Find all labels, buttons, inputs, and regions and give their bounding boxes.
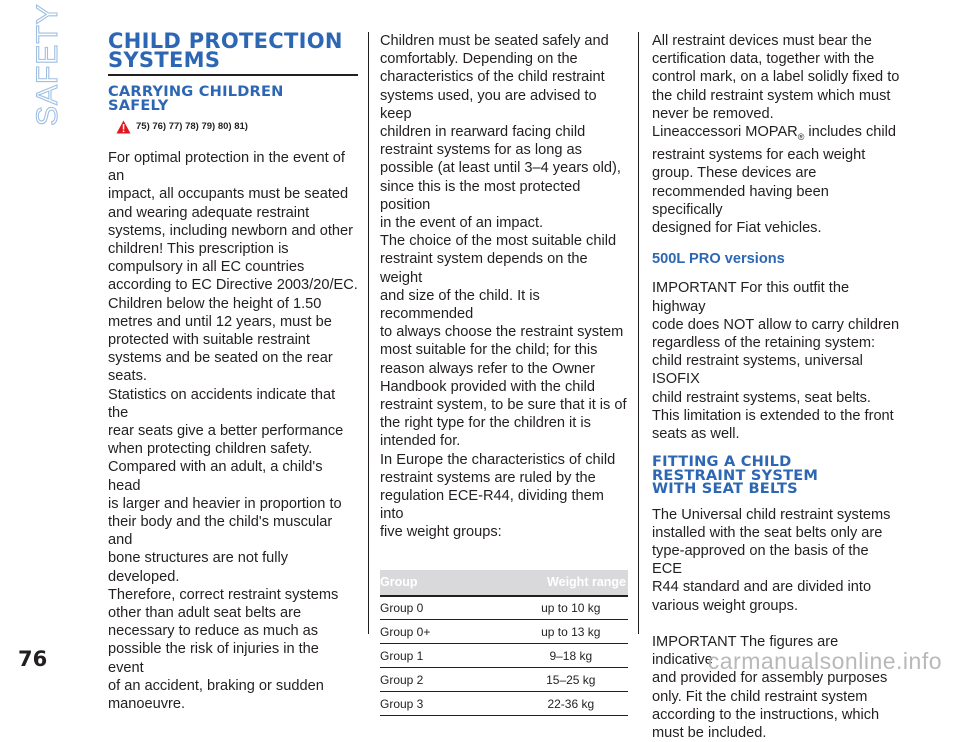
warning-triangle-icon (116, 120, 131, 134)
text-line: children! This prescription is (108, 241, 289, 258)
table-header-group: Group (380, 570, 454, 596)
text-line: the child restraint system which must (652, 87, 891, 104)
text-line: group. These devices are (652, 165, 817, 182)
weight-groups-table (380, 570, 628, 717)
text-line: child restraint systems, seat belts. (652, 389, 871, 406)
text-line: in the event of an impact. (380, 215, 544, 232)
text-line: All restraint devices must bear the (652, 33, 872, 49)
text-line: installed with the seat belts only are (652, 524, 883, 541)
text-line: various weight groups. (652, 597, 799, 614)
text-line: children in rearward facing child (380, 124, 586, 141)
text-line: Handbook provided with the child (380, 378, 595, 395)
paragraph-certification (652, 32, 902, 237)
text-line: seats as well. (652, 425, 740, 442)
text-line: child restraint systems, universal ISOFIX (652, 353, 863, 388)
text-line: seats. (108, 368, 147, 385)
text-line: Children below the height of 1.50 (108, 295, 322, 312)
text-line: only. Fit the child restraint system (652, 688, 868, 705)
text-line: certification data, together with the (652, 51, 875, 68)
text-line: rear seats give a better performance (108, 423, 344, 440)
table-cell-group: Group 0+ (380, 620, 454, 644)
warning-refs-text: 75) 76) 77) 78) 79) 80) 81) (136, 120, 248, 132)
table-row (380, 692, 628, 716)
table-row (380, 644, 628, 668)
text-line: restraint systems are ruled by the (380, 469, 596, 486)
text-line: The Universal child restraint systems (652, 506, 891, 523)
subheading-line: WITH SEAT BELTS (652, 480, 798, 498)
text-line: according to EC Directive 2003/20/EC. (108, 277, 358, 294)
section-side-label-text: SAFETY (31, 3, 64, 126)
text-line: regardless of the retaining system: (652, 334, 876, 351)
column-1 (108, 29, 358, 713)
versions-heading: 500L PRO versions (652, 251, 785, 268)
section-title (108, 29, 358, 76)
table-cell-weight: up to 10 kg (454, 596, 628, 620)
subheading-line: SAFELY (108, 96, 169, 114)
section-title-line: CHILD PROTECTION (108, 29, 343, 53)
text-line: recommended having been specifically (652, 183, 829, 218)
text-line: systems used, you are advised to keep (380, 87, 597, 122)
text-line: according to the instructions, which (652, 706, 880, 723)
text-line: possible (at least until 3–4 years old), (380, 160, 621, 177)
mopar-line (652, 123, 902, 146)
text-line: of an accident, braking or sudden (108, 677, 324, 694)
text-line: This limitation is extended to the front (652, 407, 894, 424)
table-cell-weight: 15–25 kg (454, 668, 628, 692)
table-row (380, 668, 628, 692)
table-cell-group: Group 0 (380, 596, 454, 620)
text-line: possible the risk of injuries in the event (108, 641, 319, 676)
warning-references (116, 118, 358, 136)
section-title-line: SYSTEMS (108, 48, 221, 72)
text-line: Compared with an adult, a child's head (108, 459, 323, 494)
text-line: to always choose the restraint system (380, 324, 624, 341)
text-line: designed for Fiat vehicles. (652, 219, 822, 236)
text-line: In Europe the characteristics of child (380, 451, 616, 468)
text-line: The choice of the most suitable child (380, 233, 617, 250)
text-line: systems, including newborn and other (108, 222, 353, 239)
text-line: five weight groups: (380, 524, 502, 541)
subheading-line: RESTRAINT SYSTEM (652, 466, 819, 484)
table-cell-group: Group 2 (380, 668, 454, 692)
text-line: restraint systems for as long as (380, 142, 582, 159)
table-header-row (380, 570, 628, 596)
registered-mark: ® (797, 131, 805, 142)
text-line: is larger and heavier in proportion to (108, 495, 342, 512)
column-divider-1 (368, 32, 369, 634)
text-line: manoeuvre. (108, 696, 186, 713)
text-line: never be removed. (652, 105, 774, 122)
table-header-weight-range: Weight range (454, 570, 628, 596)
table-cell-weight: 22-36 kg (454, 692, 628, 716)
text-line: since this is the most protected position (380, 178, 581, 213)
text-line: the right type for the children it is (380, 415, 591, 432)
column-divider-2 (638, 32, 639, 634)
text-line: and size of the child. It is recommended (380, 287, 540, 323)
table-cell-weight: 9–18 kg (454, 644, 628, 668)
text-line: characteristics of the child restraint (380, 69, 605, 86)
subheading-line: CARRYING CHILDREN (108, 83, 284, 100)
text-line: restraint system depends on the weight (380, 251, 588, 286)
paragraph-pro-versions (652, 279, 902, 443)
subheading-carrying-children (108, 85, 358, 112)
text-line: most suitable for the child; for this (380, 342, 598, 359)
text-line: protected with suitable restraint (108, 332, 310, 349)
text-line: code does NOT allow to carry children (652, 316, 900, 333)
table-cell-group: Group 1 (380, 644, 454, 668)
text-line: type-approved on the basis of the ECE (652, 543, 869, 578)
column-3 (652, 32, 902, 742)
text-line: and wearing adequate restraint (108, 204, 310, 221)
paragraph-seated-safely (380, 32, 630, 542)
text-line: reason always refer to the Owner (380, 360, 595, 377)
table-cell-weight: up to 13 kg (454, 620, 628, 644)
paragraph-optimal-protection (108, 149, 358, 713)
text-line: metres and until 12 years, must be (108, 313, 332, 330)
text-line: IMPORTANT For this outfit the highway (652, 280, 850, 315)
text-line: comfortably. Depending on the (380, 51, 578, 68)
text-line: bone structures are not fully developed. (108, 550, 289, 585)
text-line: when protecting children safety. (108, 441, 313, 458)
text-line: other than adult seat belts are (108, 605, 302, 622)
text-line: Statistics on accidents indicate that the (108, 386, 336, 421)
text-line: For optimal protection in the event of an (108, 150, 345, 185)
column-2 (380, 32, 630, 716)
mopar-suffix: includes child (804, 124, 897, 141)
text-line: intended for. (380, 433, 461, 450)
table-row (380, 620, 628, 644)
text-line: systems and be seated on the rear (108, 350, 333, 367)
text-line: their body and the child's muscular and (108, 514, 333, 549)
text-line: IMPORTANT The figures are indicative (652, 633, 839, 669)
table-cell-group: Group 3 (380, 692, 454, 716)
text-line: restraint system, to be sure that it is of (380, 397, 627, 414)
table-row (380, 596, 628, 620)
text-line: control mark, on a label solidly fixed to (652, 69, 900, 86)
footer-watermark: carmanualsonline.info (707, 648, 942, 674)
section-side-label (10, 3, 70, 130)
mopar-prefix: Lineaccessori MOPAR (652, 124, 798, 141)
text-line: and provided for assembly purposes (652, 670, 888, 687)
subheading-line: FITTING A CHILD (652, 453, 792, 471)
text-line: must be included. (652, 724, 767, 741)
page-number: 76 (18, 647, 48, 671)
text-line: restraint systems for each weight (652, 147, 866, 164)
text-line: Children must be seated safely and (380, 33, 609, 49)
text-line: R44 standard and are divided into (652, 579, 872, 596)
text-line: impact, all occupants must be seated (108, 186, 349, 203)
text-line: compulsory in all EC countries (108, 259, 305, 276)
paragraph-universal-systems (652, 506, 902, 615)
text-line: necessary to reduce as much as (108, 623, 319, 640)
subheading-fitting-child-restraint (652, 455, 902, 496)
text-line: regulation ECE-R44, dividing them into (380, 488, 604, 523)
text-line: Therefore, correct restraint systems (108, 586, 339, 603)
